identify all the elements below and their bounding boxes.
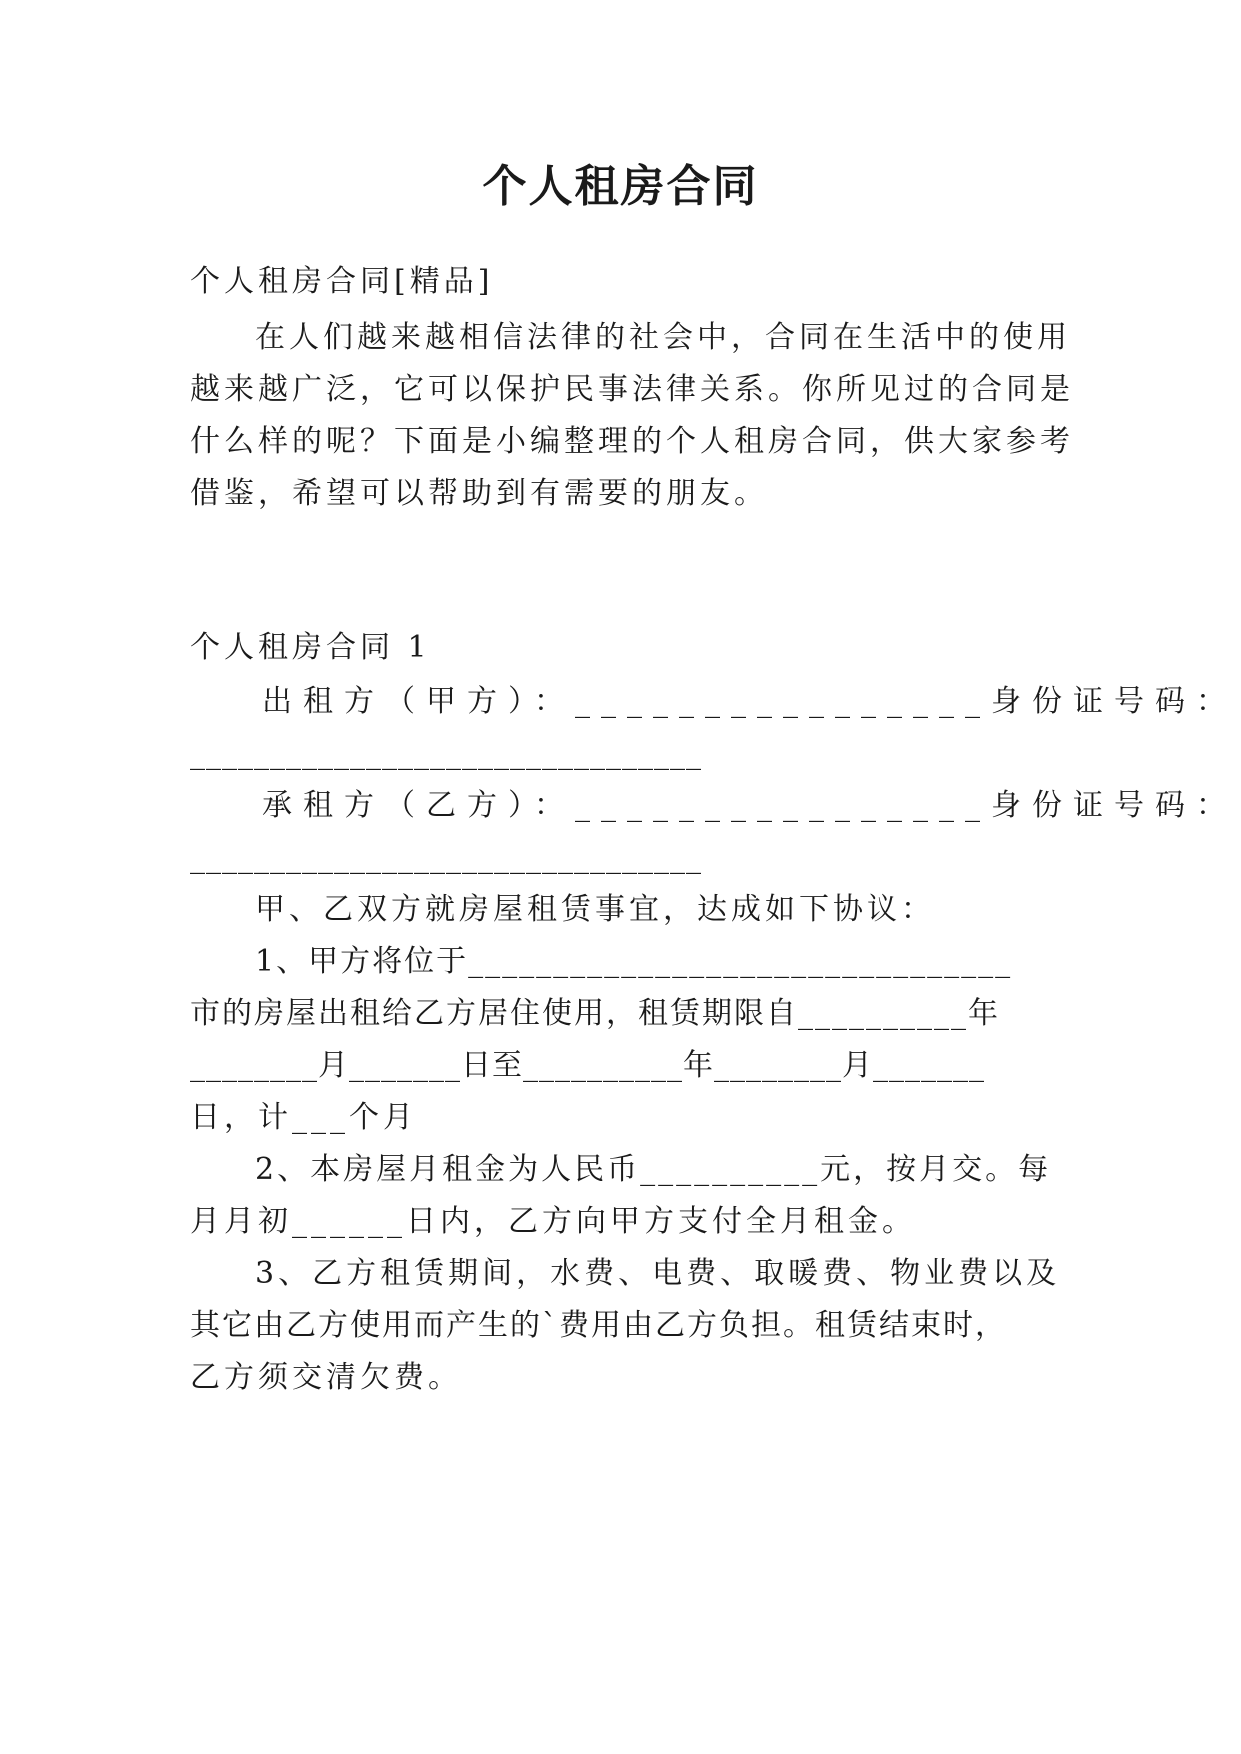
clause-1-line-1: 1、甲方将位于________________________________ bbox=[255, 944, 1013, 979]
lessee-line: 承租方（乙方）：________________身份证号码： bbox=[262, 788, 1237, 823]
intro-line-1: 在人们越来越相信法律的社会中，合同在生活中的使用 bbox=[255, 320, 1071, 355]
lessor-id-line: ________________________________ bbox=[190, 736, 702, 771]
clause-3-line-2: 其它由乙方使用而产生的`费用由乙方负担。租赁结束时， bbox=[190, 1308, 1007, 1343]
intro-line-3: 什么样的呢？下面是小编整理的个人租房合同，供大家参考 bbox=[190, 424, 1074, 459]
agreement-line: 甲、乙双方就房屋租赁事宜，达成如下协议： bbox=[255, 892, 935, 927]
clause-1-line-4: 日，计___个月 bbox=[190, 1100, 417, 1135]
clause-3-line-3: 乙方须交清欠费。 bbox=[190, 1360, 462, 1395]
clause-2-line-1: 2、本房屋月租金为人民币__________元，按月交。每 bbox=[255, 1152, 1052, 1187]
intro-line-2: 越来越广泛，它可以保护民事法律关系。你所见过的合同是 bbox=[190, 372, 1074, 407]
clause-2-line-2: 月月初______日内，乙方向甲方支付全月租金。 bbox=[190, 1204, 916, 1239]
lessor-line: 出租方（甲方）：________________身份证号码： bbox=[262, 684, 1237, 719]
section-heading: 个人租房合同 1 bbox=[190, 630, 431, 665]
clause-1-line-3: ________月_______日至__________年________月_______ bbox=[190, 1048, 985, 1083]
document-title: 个人租房合同 bbox=[482, 161, 759, 212]
clause-1-line-2: 市的房屋出租给乙方居住使用，租赁期限自__________年 bbox=[190, 996, 1000, 1031]
clause-3-line-1: 3、乙方租赁期间，水费、电费、取暖费、物业费以及 bbox=[255, 1256, 1061, 1291]
lessee-id-line: ________________________________ bbox=[190, 840, 702, 875]
subtitle: 个人租房合同[精品] bbox=[190, 264, 494, 299]
intro-line-4: 借鉴，希望可以帮助到有需要的朋友。 bbox=[190, 476, 768, 511]
